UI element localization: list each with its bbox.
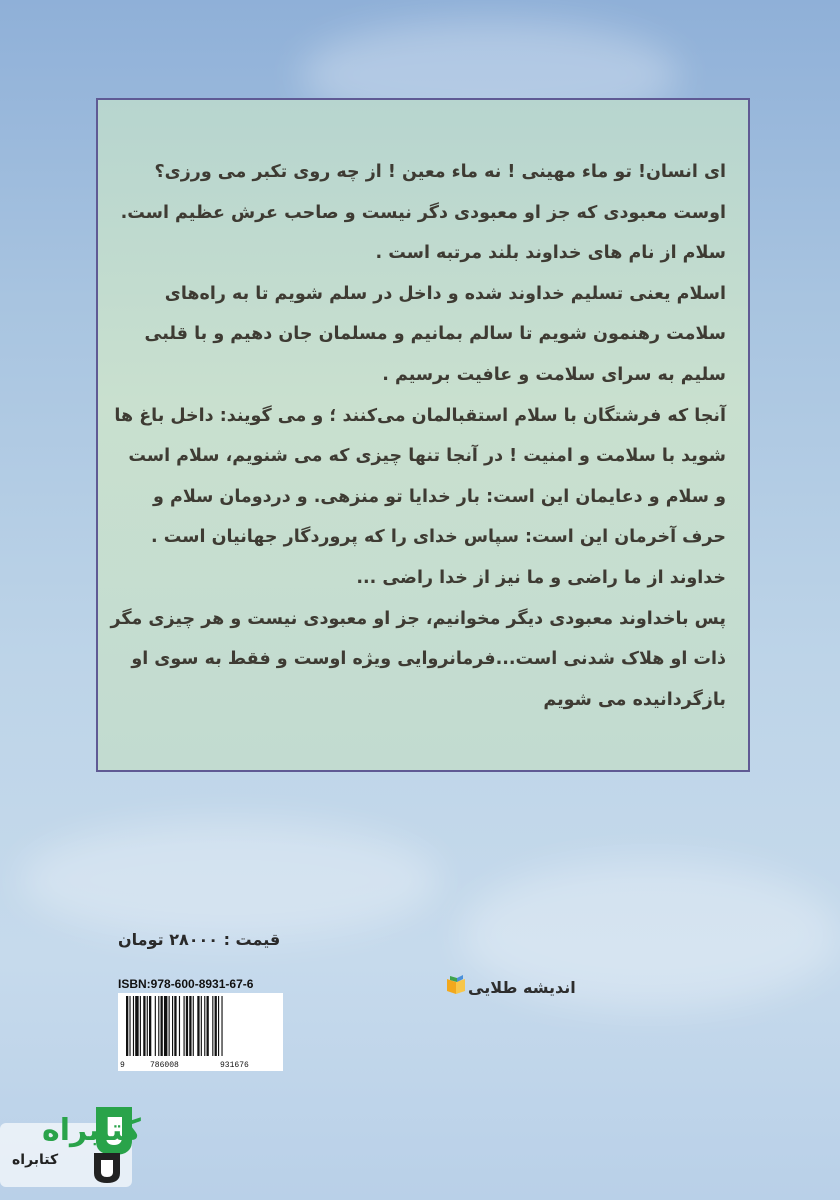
cloud-decoration — [20, 820, 440, 940]
paragraph-line: سلیم به سرای سلامت و عافیت برسیم . — [382, 364, 726, 385]
paragraph-line: پس باخداوند معبودی دیگر مخوانیم، جز او معبودی نیست و هر چیزی مگر — [110, 608, 726, 629]
barcode — [118, 993, 283, 1071]
paragraph-line: اوست معبودی که جز او معبودی دگر نیست و صاحب عرش عظیم است. — [120, 202, 726, 223]
paragraph-line: سلامت رهنمون شویم تا سالم بمانیم و مسلمان جان دهیم و با قلبی — [144, 324, 726, 345]
paragraph-line: بازگردانیده می شویم — [543, 689, 726, 710]
barcode-digit-right: 931676 — [220, 1061, 249, 1070]
paragraph-line: شوید با سلامت و امنیت ! در آنجا تنها چیزی که می شنویم، سلام است — [128, 446, 726, 467]
publisher-name: اندیشه طلایی — [468, 977, 576, 997]
barcode-digit-prefix: 9 — [120, 1061, 125, 1070]
price-label: قیمت : ۲۸۰۰۰ تومان — [118, 930, 281, 949]
paragraph-line: ای انسان! تو ماء مهینی ! نه ماء معین ! از چه روی تکبر می ورزی؟ — [154, 162, 726, 182]
paragraph-line: آنجا که فرشتگان با سلام استقبالمان می‌کنند ؛ و می گویند: داخل باغ ها — [114, 405, 726, 426]
back-cover-text-box — [96, 98, 750, 772]
barcode-digit-left: 786008 — [150, 1061, 179, 1070]
book-icon — [444, 973, 468, 1001]
paragraph-line: خداوند از ما راضی و ما نیز از خدا راضی ... — [356, 567, 726, 588]
ketabrah-small-logo-icon — [92, 1151, 122, 1185]
paragraph-line: حرف آخرمان این است: سپاس خدای را که پروردگار جهانیان است . — [151, 527, 726, 548]
paragraph-line: سلام از نام های خداوند بلند مرتبه است . — [375, 243, 726, 264]
paragraph-line: اسلام یعنی تسلیم خداوند شده و داخل در سلم شویم تا به راه‌های — [164, 283, 726, 304]
watermark-title: کتابراه — [42, 1113, 141, 1148]
paragraph-line: و سلام و دعایمان این است: بار خدایا تو منزهی. و دردومان سلام و — [153, 486, 726, 507]
paragraph-line: ذات او هلاک شدنی است...فرمانروایی ویژه اوست و فقط به سوی او — [131, 649, 726, 670]
isbn-label: ISBN:978-600-8931-67-6 — [118, 977, 254, 991]
publisher — [440, 972, 576, 1002]
watermark-subtitle: کتابراه — [12, 1152, 59, 1168]
barcode-bars-icon — [118, 993, 283, 1059]
